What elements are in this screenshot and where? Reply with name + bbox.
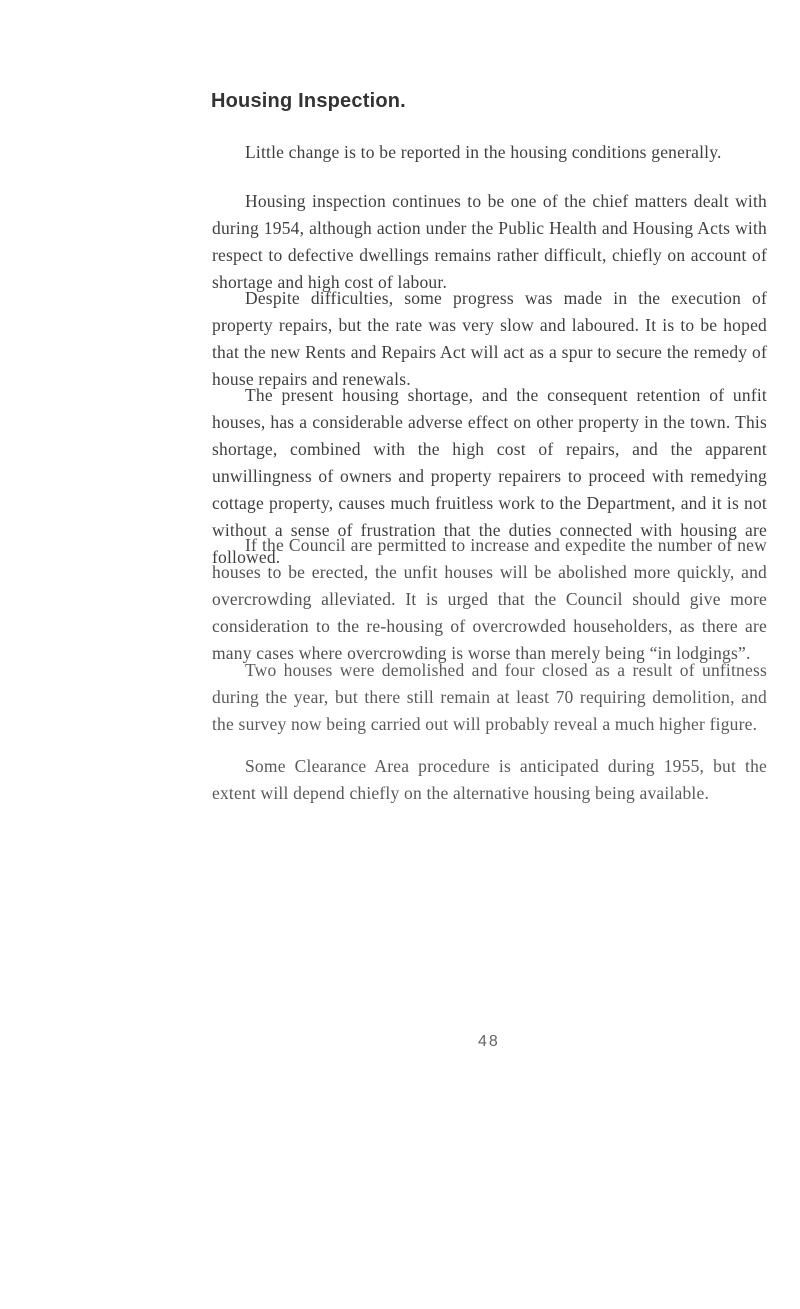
paragraph-council-rehousing: If the Council are permitted to increase and expedite the number of new houses to be erected, the unfit houses will be abolished more quickly, and overcrowding alleviated. It is urged that the Council should give more consideration to the re-housing of overcrowded householders, as there are many cases where overcrowding is worse than merely being “in lodgings”. bbox=[212, 535, 767, 663]
section-heading: Housing Inspection. bbox=[211, 90, 406, 112]
paragraph-repairs-progress: Despite difficulties, some progress was made in the execution of property repairs, but the rate was very slow and laboured. It is to be hoped that the new Rents and Repairs Act will act as a spur to secure the remedy of house repairs and renewals. bbox=[212, 288, 767, 389]
page-number: 48 bbox=[478, 1033, 500, 1050]
paragraph-inspection: Housing inspection continues to be one of the chief matters dealt with during 1954, although action under the Public Health and Housing Acts with respect to defective dwellings remains rather difficult, chiefly on account of shortage and high cost of labour. bbox=[212, 191, 767, 292]
paragraph-general-conditions: Little change is to be reported in the housing conditions generally. bbox=[245, 142, 722, 162]
paragraph-clearance-area: Some Clearance Area procedure is anticipated during 1955, but the extent will depend chiefly on the alternative housing being available. bbox=[212, 756, 767, 803]
paragraph-demolitions: Two houses were demolished and four closed as a result of unfitness during the year, but there still remain at least 70 requiring demolition, and the survey now being carried out will probably reveal a much higher figure. bbox=[212, 660, 767, 734]
paragraph-housing-shortage: The present housing shortage, and the consequent retention of unfit houses, has a considerable adverse effect on other property in the town. This shortage, combined with the high cost of repairs, and the apparent unwillingness of owners and property repairers to proceed with remedying cottage property, causes much fruitless work to the Department, and it is not without a sense of frustration that the duties connected with housing are followed. bbox=[212, 385, 767, 567]
